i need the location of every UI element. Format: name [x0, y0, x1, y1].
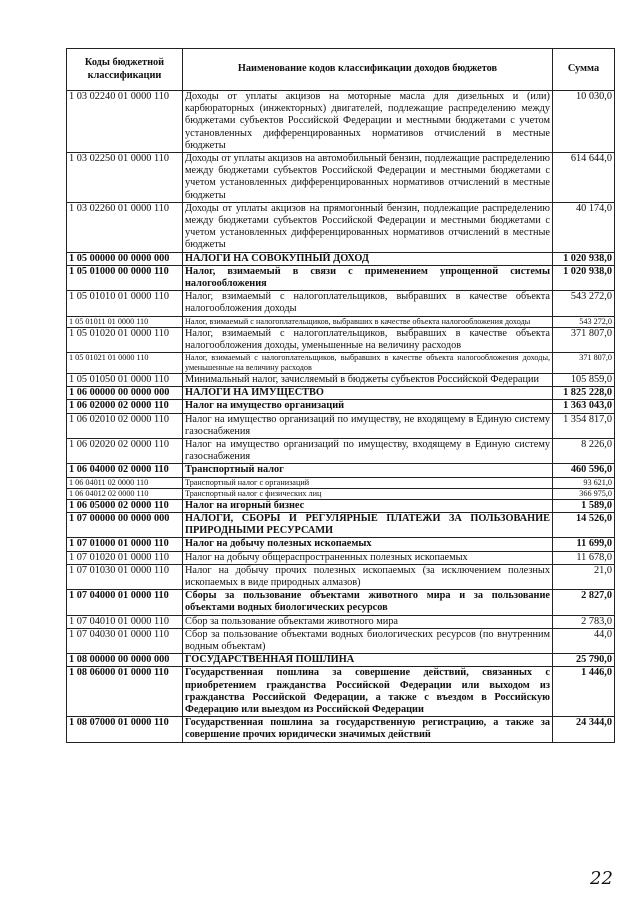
row-sum: 1 354 817,0 [553, 413, 615, 438]
page-number: 22 [590, 868, 613, 889]
row-code: 1 06 04012 02 0000 110 [67, 488, 183, 499]
row-code: 1 06 02000 02 0000 110 [67, 400, 183, 413]
row-code: 1 07 01030 01 0000 110 [67, 564, 183, 589]
row-sum: 11 678,0 [553, 551, 615, 564]
row-name: Налог на имущество организаций по имуществу, не входящему в Единую систему газоснабжения [183, 413, 553, 438]
row-name: НАЛОГИ НА СОВОКУПНЫЙ ДОХОД [183, 252, 553, 265]
row-sum: 543 272,0 [553, 316, 615, 327]
table-row [67, 153, 615, 203]
row-code: 1 05 01021 01 0000 110 [67, 353, 183, 374]
header-name: Наименование кодов классификации доходов бюджетов [183, 49, 553, 91]
row-sum: 1 825 228,0 [553, 387, 615, 400]
row-code: 1 06 04000 02 0000 110 [67, 464, 183, 477]
table-row [67, 353, 615, 374]
row-name: НАЛОГИ НА ИМУЩЕСТВО [183, 387, 553, 400]
table-row [67, 654, 615, 667]
row-name: Налог, взимаемый в связи с применением упрощенной системы налогообложения [183, 265, 553, 290]
row-code: 1 05 00000 00 0000 000 [67, 252, 183, 265]
row-name: Доходы от уплаты акцизов на автомобильный бензин, подлежащие распределению между бюджетами субъектов Российской Федерации и местными бюджетами с учетом установленных дифференцированных нормативов отчислений в местные бюджеты [183, 153, 553, 203]
row-code: 1 06 00000 00 0000 000 [67, 387, 183, 400]
row-code: 1 05 01010 01 0000 110 [67, 291, 183, 316]
row-sum: 1 363 043,0 [553, 400, 615, 413]
table-row [67, 538, 615, 551]
row-name: Налог, взимаемый с налогоплательщиков, выбравших в качестве объекта налогообложения доходы [183, 291, 553, 316]
table-row [67, 564, 615, 589]
table-row [67, 413, 615, 438]
row-name: Налог на добычу прочих полезных ископаемых (за исключением полезных ископаемых в виде природных алмазов) [183, 564, 553, 589]
row-name: Налог на добычу общераспространенных полезных ископаемых [183, 551, 553, 564]
row-sum: 40 174,0 [553, 202, 615, 252]
table-row [67, 400, 615, 413]
row-sum: 44,0 [553, 628, 615, 653]
row-code: 1 07 04030 01 0000 110 [67, 628, 183, 653]
row-sum: 543 272,0 [553, 291, 615, 316]
row-code: 1 06 02020 02 0000 110 [67, 439, 183, 464]
table-row [67, 291, 615, 316]
row-sum: 11 699,0 [553, 538, 615, 551]
row-code: 1 08 07000 01 0000 110 [67, 717, 183, 742]
table-row [67, 499, 615, 512]
row-sum: 371 807,0 [553, 327, 615, 352]
budget-revenue-table [66, 48, 615, 743]
table-row [67, 316, 615, 327]
table-row [67, 551, 615, 564]
row-name: ГОСУДАРСТВЕННАЯ ПОШЛИНА [183, 654, 553, 667]
table-row [67, 252, 615, 265]
row-name: НАЛОГИ, СБОРЫ И РЕГУЛЯРНЫЕ ПЛАТЕЖИ ЗА ПОЛЬЗОВАНИЕ ПРИРОДНЫМИ РЕСУРСАМИ [183, 512, 553, 537]
row-sum: 8 226,0 [553, 439, 615, 464]
table-row [67, 202, 615, 252]
row-sum: 1 446,0 [553, 667, 615, 717]
row-name: Доходы от уплаты акцизов на моторные масла для дизельных и (или) карбюраторных (инжекторных) двигателей, подлежащие распределению между бюджетами субъектов Российской Федерации и местными бюджетами с учетом установленных дифференцированных нормативов отчислений в местные бюджеты [183, 91, 553, 153]
row-code: 1 06 02010 02 0000 110 [67, 413, 183, 438]
row-sum: 460 596,0 [553, 464, 615, 477]
row-sum: 371 807,0 [553, 353, 615, 374]
table-body [67, 91, 615, 743]
row-code: 1 05 01020 01 0000 110 [67, 327, 183, 352]
table-row [67, 590, 615, 615]
row-name: Налог, взимаемый с налогоплательщиков, выбравших в качестве объекта налогообложения доходы, уменьшенные на величину расходов [183, 327, 553, 352]
row-sum: 24 344,0 [553, 717, 615, 742]
table-header-row [67, 49, 615, 91]
row-code: 1 07 00000 00 0000 000 [67, 512, 183, 537]
row-sum: 366 975,0 [553, 488, 615, 499]
table-row [67, 488, 615, 499]
row-name: Налог на имущество организаций по имуществу, входящему в Единую систему газоснабжения [183, 439, 553, 464]
row-sum: 1 589,0 [553, 499, 615, 512]
row-name: Налог на игорный бизнес [183, 499, 553, 512]
row-sum: 93 621,0 [553, 477, 615, 488]
row-name: Налог на имущество организаций [183, 400, 553, 413]
row-name: Транспортный налог [183, 464, 553, 477]
row-name: Государственная пошлина за совершение действий, связанных с приобретением гражданства Российской Федерации или выходом из гражданства Российской Федерации, а также с въездом в Российскую Федерацию или выездом из Российской Федерации [183, 667, 553, 717]
row-code: 1 03 02240 01 0000 110 [67, 91, 183, 153]
table-row [67, 265, 615, 290]
row-sum: 21,0 [553, 564, 615, 589]
table-row [67, 512, 615, 537]
row-sum: 1 020 938,0 [553, 252, 615, 265]
row-code: 1 08 00000 00 0000 000 [67, 654, 183, 667]
row-name: Налог, взимаемый с налогоплательщиков, выбравших в качестве объекта налогообложения доходы [183, 316, 553, 327]
row-sum: 2 827,0 [553, 590, 615, 615]
row-name: Доходы от уплаты акцизов на прямогонный бензин, подлежащие распределению между бюджетами субъектов Российской Федерации и местными бюджетами с учетом установленных дифференцированных нормативов отчислений в местные бюджеты [183, 202, 553, 252]
row-name: Государственная пошлина за государственную регистрацию, а также за совершение прочих юридически значимых действий [183, 717, 553, 742]
table-row [67, 615, 615, 628]
table-row [67, 327, 615, 352]
row-name: Налог, взимаемый с налогоплательщиков, выбравших в качестве объекта налогообложения доходы, уменьшенные на величину расходов [183, 353, 553, 374]
row-code: 1 05 01050 01 0000 110 [67, 374, 183, 387]
row-code: 1 08 06000 01 0000 110 [67, 667, 183, 717]
table-row [67, 477, 615, 488]
header-sum: Сумма [553, 49, 615, 91]
header-code: Коды бюджетной классификации [67, 49, 183, 91]
table-row [67, 439, 615, 464]
row-name: Сбор за пользование объектами животного мира [183, 615, 553, 628]
table-row [67, 667, 615, 717]
row-code: 1 07 04000 01 0000 110 [67, 590, 183, 615]
table-row [67, 464, 615, 477]
row-code: 1 05 01011 01 0000 110 [67, 316, 183, 327]
row-name: Сбор за пользование объектами водных биологических ресурсов (по внутренним водным объектам) [183, 628, 553, 653]
table-row [67, 717, 615, 742]
table-row [67, 628, 615, 653]
row-code: 1 03 02260 01 0000 110 [67, 202, 183, 252]
row-code: 1 03 02250 01 0000 110 [67, 153, 183, 203]
table-row [67, 374, 615, 387]
row-sum: 1 020 938,0 [553, 265, 615, 290]
row-sum: 2 783,0 [553, 615, 615, 628]
row-sum: 105 859,0 [553, 374, 615, 387]
row-code: 1 07 01000 01 0000 110 [67, 538, 183, 551]
row-sum: 10 030,0 [553, 91, 615, 153]
row-sum: 25 790,0 [553, 654, 615, 667]
row-code: 1 05 01000 00 0000 110 [67, 265, 183, 290]
row-code: 1 07 01020 01 0000 110 [67, 551, 183, 564]
row-name: Налог на добычу полезных ископаемых [183, 538, 553, 551]
row-sum: 614 644,0 [553, 153, 615, 203]
table-row [67, 91, 615, 153]
row-name: Минимальный налог, зачисляемый в бюджеты субъектов Российской Федерации [183, 374, 553, 387]
row-name: Сборы за пользование объектами животного мира и за пользование объектами водных биологических ресурсов [183, 590, 553, 615]
table-row [67, 387, 615, 400]
row-code: 1 06 04011 02 0000 110 [67, 477, 183, 488]
row-name: Транспортный налог с организаций [183, 477, 553, 488]
row-name: Транспортный налог с физических лиц [183, 488, 553, 499]
row-sum: 14 526,0 [553, 512, 615, 537]
row-code: 1 07 04010 01 0000 110 [67, 615, 183, 628]
row-code: 1 06 05000 02 0000 110 [67, 499, 183, 512]
